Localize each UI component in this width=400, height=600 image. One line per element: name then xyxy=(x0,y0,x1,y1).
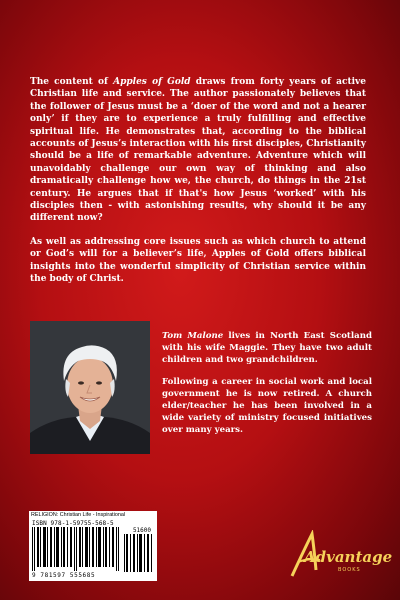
author-portrait-image xyxy=(30,321,150,454)
blurb-paragraph-2: As well as addressing core issues such as which church to attend or God’s will for a believer’s life, Apples of Gold offers biblical insights into the wonderful simplicity of Christian service within the body of Christ. xyxy=(30,236,366,285)
blurb-paragraph-1 xyxy=(30,76,366,225)
ean-digits: 9 781597 555685 xyxy=(32,572,96,579)
back-cover-blurb xyxy=(30,76,366,297)
publisher-name: Advantage xyxy=(304,548,393,566)
price-code: 51600 xyxy=(132,527,151,534)
author-photo xyxy=(30,321,150,454)
isbn-barcode xyxy=(29,511,157,581)
author-bio xyxy=(162,330,372,446)
book-category: RELIGION: Christian Life - Inspirational xyxy=(31,512,126,518)
isbn-number: ISBN 978-1-59755-568-5 xyxy=(32,520,114,527)
author-name: Tom Malone xyxy=(162,331,224,341)
blurb-body: draws from forty years of active Christian life and service. The author passionately believes that the follower of Jesus must be a ‘doer of the word and not a hearer only’ if they are to experience a truly fulfilling and effective spiritual life. He demonstrates that, according to the biblical accounts of Jesus’s interaction with his first disciples, Christianity should be a life of remarkable adventure. Adventure which will unavoidably challenge our own way of thinking and also dramatically challenge how we, the church, do things in the 21st century. He argues that if that's how Jesus ‘worked’ with his disciples then - with astonishing results, why should it be any different now? xyxy=(30,77,366,224)
price-barcode-bars xyxy=(124,534,154,572)
blurb-intro: The content of xyxy=(30,77,114,87)
author-bio-paragraph-1 xyxy=(162,330,372,366)
author-bio-paragraph-2: Following a career in social work and local government he is now retired. A church elder/teacher he has been involved in a wide variety of ministry focused initiatives over many years. xyxy=(162,377,372,435)
author-bio-text: lives in North East Scotland with his wife Maggie. They have two adult children and two grandchildren. xyxy=(162,331,372,365)
publisher-logo xyxy=(290,530,393,580)
book-title: Apples of Gold xyxy=(113,77,191,87)
publisher-subtitle: BOOKS xyxy=(338,567,361,573)
barcode-bars xyxy=(32,527,120,571)
